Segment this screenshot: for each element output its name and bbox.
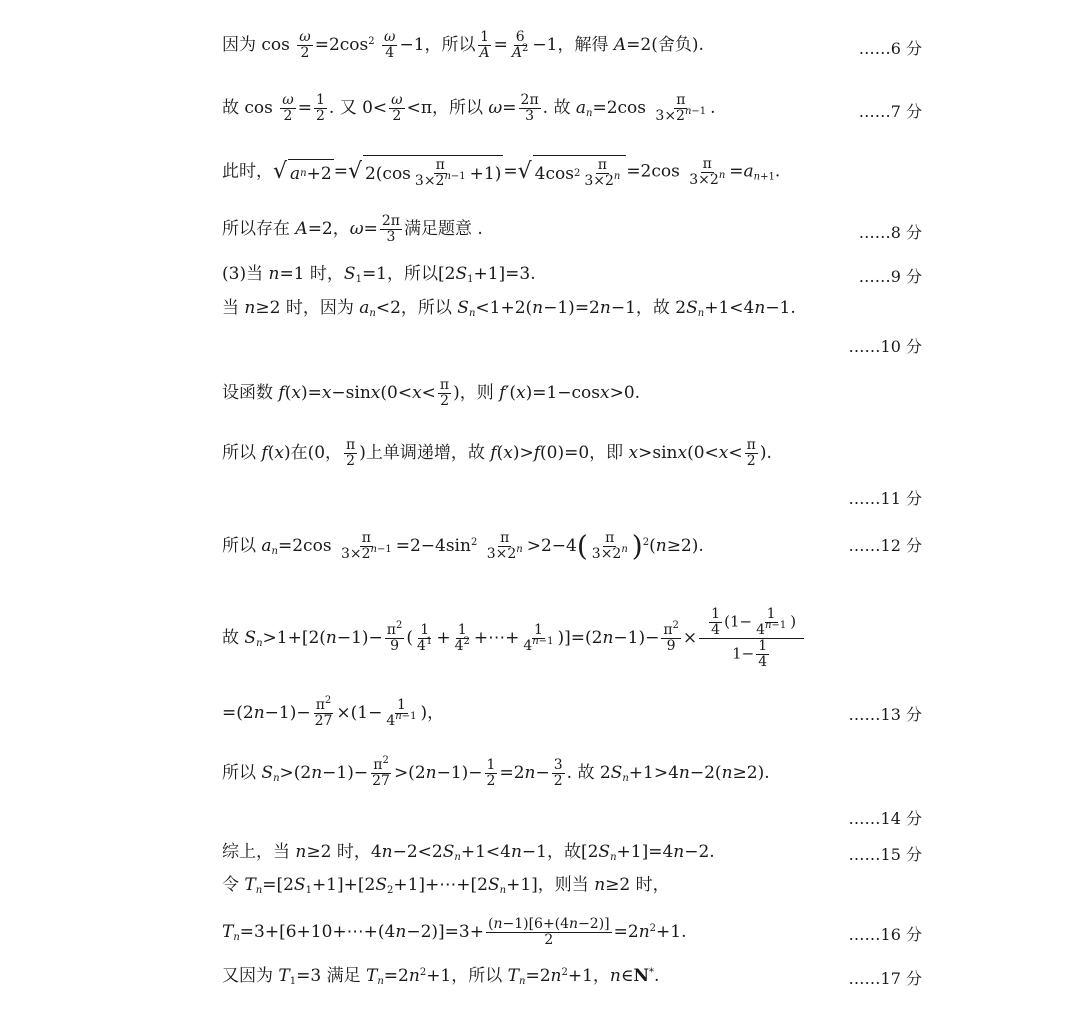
score-16: ……16 分 bbox=[848, 925, 922, 944]
step-line-7: 设函数 f(x)=x−sinx(0<x< $\frac{\pi}{2}$ )，则 f′(x)=1−cosx>0. bbox=[222, 377, 641, 409]
step-line-15: $T_n=3+[6+10+\cdots+(4n-2)]=3+$ $\frac{(n-1)[6+(4n-2)]}{2}$ $=2n^2+1$. bbox=[222, 916, 687, 948]
score-13: ……13 分 bbox=[848, 705, 922, 724]
score-8: ……8 分 bbox=[858, 223, 922, 242]
step-line-13: 综上，当 n≥2 时，$4n-2<2S_n+1<4n-1$，故$[2S_n+1]=4n-2$. bbox=[222, 842, 715, 863]
step-line-16: 又因为 $T_1=3$ 满足 $T_n=2n^2+1$，所以 $T_n=2n^2+1$，n∈N*. bbox=[222, 966, 660, 987]
score-17: ……17 分 bbox=[848, 969, 922, 988]
score-14: ……14 分 bbox=[848, 809, 922, 828]
step-line-2: 故 cos $\frac{\omega}{2}$ = $\frac{1}{2}$ . 又 0< $\frac{\omega}{2}$ <π，所以 ω= $\frac{2\pi}{3}$ . 故 $a_n=2\cos$ $\frac{\pi}{3\times 2^{n-1}}$ . bbox=[222, 92, 716, 124]
step-line-11: =(2n−1)− $\frac{\pi^2}{27}$ ×(1− $\frac{1}{4^{n-1}}$ )， bbox=[222, 695, 445, 729]
step-line-4: 所以存在 A=2，ω= $\frac{2\pi}{3}$ 满足题意 . bbox=[222, 213, 483, 245]
score-12: ……12 分 bbox=[848, 536, 922, 555]
step-line-14: 令 $T_n=[2S_1+1]+[2S_2+1]+\cdots+[2S_n+1]$，则当 n≥2 时， bbox=[222, 875, 670, 896]
score-9: ……9 分 bbox=[858, 267, 922, 286]
score-7: ……7 分 bbox=[858, 102, 922, 121]
score-6: ……6 分 bbox=[858, 39, 922, 58]
step-line-5: (3)当 n=1 时，$S_1=1$，所以$[2S_1+1]=3$. bbox=[222, 264, 536, 285]
step-line-1: 因为 cos $\frac{\omega}{2}$ $=2\cos^2$ $\frac{\omega}{4}$ −1，所以 $\frac{1}{A}$ = $\frac{6}{A^2}$ −1，解得 A=2(舍负). bbox=[222, 29, 704, 61]
step-line-6: 当 n≥2 时，因为 $a_n<2$，所以 $S_n<1+2(n-1)=2n-1$，故 $2S_n+1<4n-1$. bbox=[222, 298, 796, 319]
step-line-10: 故 $S_n>1+[2(n-1)-$ $\frac{\pi^2}{9}$ ( $\frac{1}{4^1}$ + $\frac{1}{4^2}$ +⋯+ $\frac{1}{4^{n-1}}$ )]=(2n−1)− $\frac{\pi^2}{9}$ × $\frac{1}{4}$ (1− $\frac{1}{4^{n-1}}$ ) 1− $\frac{1}{4}$ bbox=[222, 607, 922, 670]
step-line-9: 所以 $a_n=2\cos$ $\frac{\pi}{3\times 2^{n-1}}$ $=2-4\sin^2$ $\frac{\pi}{3\times 2^n}$ >2−4( $\frac{\pi}{3\times 2^n}$ )$^2$(n≥2). bbox=[222, 529, 704, 563]
score-11: ……11 分 bbox=[848, 489, 922, 508]
score-15: ……15 分 bbox=[848, 845, 922, 864]
step-line-3: 此时， √ a n +2 = √ 2(cos $\frac{\pi}{3\times 2^{n-1}}$ +1) = √ 4cos 2 $\frac{\pi}{3\times 2^n}$ =2cos $\frac{\pi}{3\times 2^n}$ $=a_{n+1}$. bbox=[222, 155, 781, 189]
step-line-12: 所以 $S_n>(2n-1)-$ $\frac{\pi^2}{27}$ >(2n−1)− $\frac{1}{2}$ =2n− $\frac{3}{2}$ . 故 $2S_n+1>4n-2(n\ge 2)$. bbox=[222, 755, 770, 789]
step-line-8: 所以 f(x)在(0， $\frac{\pi}{2}$ )上单调递增，故 f(x)>f(0)=0，即 x>sinx(0<x< $\frac{\pi}{2}$ ). bbox=[222, 437, 772, 469]
score-10: ……10 分 bbox=[848, 337, 922, 356]
